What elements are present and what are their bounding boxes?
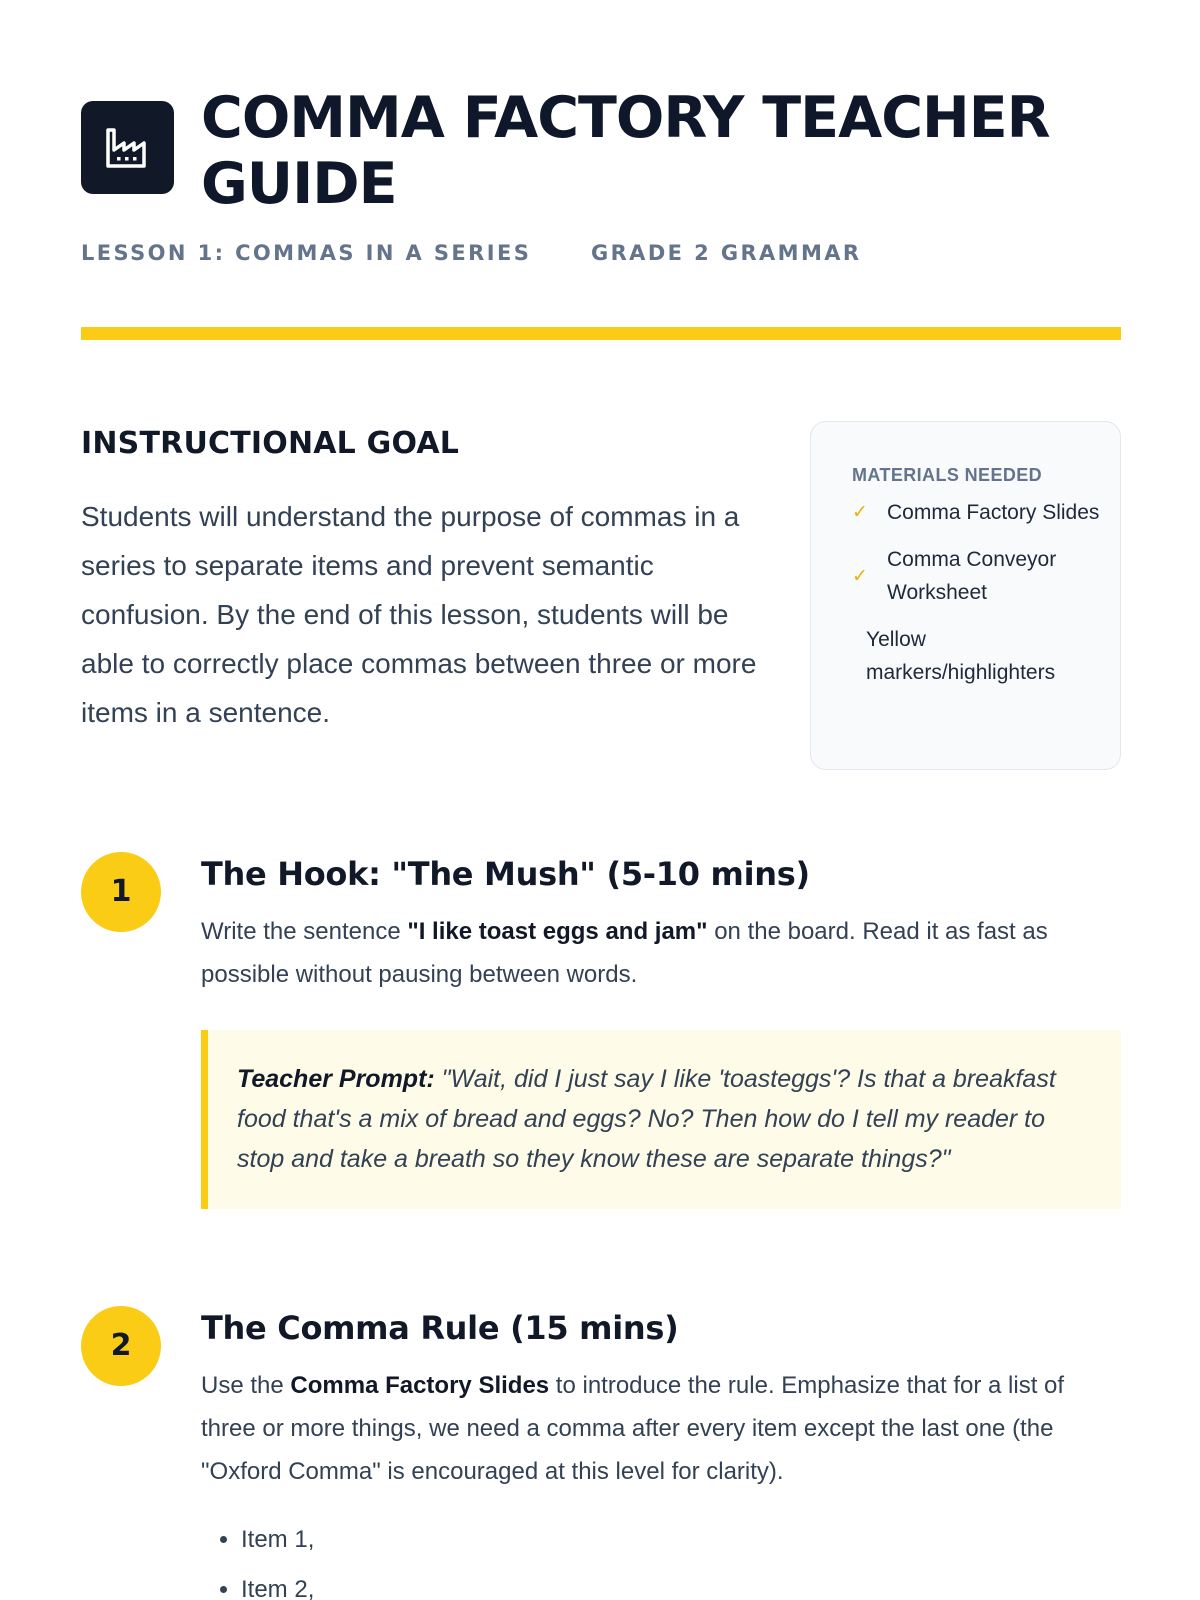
lesson-meta	[81, 241, 912, 265]
step-text	[201, 910, 1121, 996]
example-sentence: "I like toast eggs and jam"	[407, 918, 708, 945]
material-label: Comma Conveyor Worksheet	[887, 548, 1057, 604]
example-list	[201, 1515, 1121, 1600]
step-text	[201, 1364, 1121, 1493]
material-label: Yellow markers/highlighters	[866, 628, 1056, 684]
teacher-prompt-label: Teacher Prompt:	[237, 1065, 435, 1093]
step-text-part: Write the sentence	[201, 918, 408, 945]
check-icon: ✓	[852, 502, 868, 523]
step-title: The Hook: "The Mush" (5-10 mins)	[201, 855, 810, 893]
list-item	[852, 623, 1100, 689]
teacher-prompt-callout	[201, 1030, 1121, 1209]
instructional-goal-section	[81, 426, 781, 737]
lesson-label: LESSON 1: COMMAS IN A SERIES	[81, 241, 532, 265]
slides-name: Comma Factory Slides	[290, 1372, 550, 1399]
step-text-part: on the board. Read it as fast as possible without pausing between words.	[201, 918, 1048, 988]
material-label: Comma Factory Slides	[887, 501, 1100, 524]
step-number-badge: 1	[81, 852, 161, 932]
header-divider	[81, 327, 1121, 340]
step-body	[201, 1308, 1121, 1600]
page-title: COMMA FACTORY TEACHER GUIDE	[201, 85, 1050, 217]
list-item: • Item 1,	[241, 1515, 1121, 1565]
step-body	[201, 854, 1121, 1209]
goal-text: Students will understand the purpose of commas in a series to separate items and prevent semantic confusion. By the end of this lesson, students will be able to correctly place commas between three or more items in a sentence.	[81, 501, 757, 728]
step-number-badge: 2	[81, 1306, 161, 1386]
teacher-prompt-text: "Wait, did I just say I like 'toasteggs'? Is that a breakfast food that's a mix of bread and eggs? No? Then how do I tell my reader to stop and take a breath so they know these are separate things?"	[237, 1065, 1056, 1173]
check-icon: ✓	[852, 565, 868, 587]
list-item	[852, 496, 1100, 529]
step-title: The Comma Rule (15 mins)	[201, 1309, 679, 1347]
grade-label: GRADE 2 GRAMMAR	[590, 241, 862, 265]
materials-title: MATERIALS NEEDED	[852, 465, 1043, 485]
materials-list	[852, 496, 1100, 689]
logo	[81, 101, 174, 194]
materials-card	[810, 421, 1121, 770]
goal-heading: INSTRUCTIONAL GOAL	[81, 426, 460, 461]
teacher-guide-page	[81, 0, 1121, 1600]
list-item: • Item 2,	[241, 1565, 1121, 1600]
step-text-part: Use the	[201, 1372, 291, 1399]
step-text-part: to introduce the rule. Emphasize that for a list of three or more things, we need a comma after every item except the last one (the "Oxford Comma" is encouraged at this level for clarity).	[201, 1372, 1065, 1485]
list-item	[852, 543, 1100, 609]
